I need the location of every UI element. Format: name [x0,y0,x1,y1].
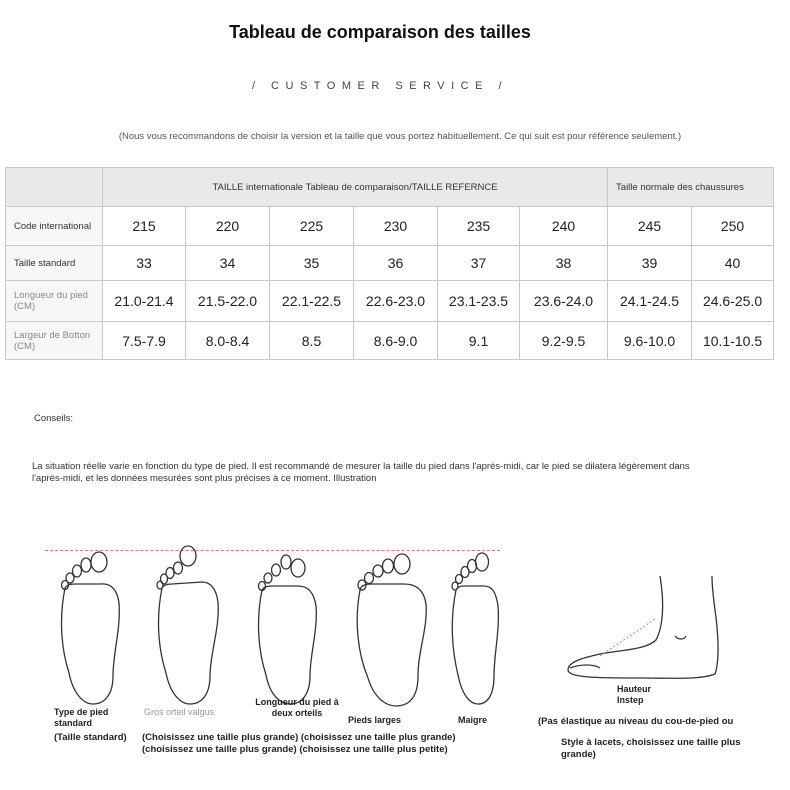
table-cell: 37 [438,246,520,281]
header-corner [6,168,103,207]
table-cell: 245 [608,207,692,246]
table-cell: 7.5-7.9 [103,322,186,360]
table-cell: 33 [103,246,186,281]
wide-foot-icon [352,550,432,708]
page-title: Tableau de comparaison des tailles [229,22,531,42]
instep-desc-1: (Pas élastique au niveau du cou-de-pied ou [538,716,734,727]
table-cell: 8.0-8.4 [186,322,270,360]
instep-desc-2: Style à lacets, choisissez une taille plus grande) [561,737,741,760]
table-cell: 22.1-22.5 [270,281,354,322]
table-cell: 24.6-25.0 [692,281,774,322]
instep-side-foot-icon [560,570,730,685]
table-cell: 220 [186,207,270,246]
table-cell: 9.2-9.5 [520,322,608,360]
greek-foot-icon [252,548,324,708]
table-cell: 22.6-23.0 [354,281,438,322]
table-cell: 235 [438,207,520,246]
conseils-label: Conseils: [34,413,74,424]
subtitle: / CUSTOMER SERVICE / [251,80,509,92]
table-cell: 240 [520,207,608,246]
caption-standard-size: (Taille standard) [54,732,127,743]
caption-two-toe: Longueur du pied à deux orteils [255,697,339,718]
table-cell: 230 [354,207,438,246]
table-cell: 23.6-24.0 [520,281,608,322]
table-cell: 10.1-10.5 [692,322,774,360]
table-cell: 9.1 [438,322,520,360]
table-row [6,246,774,281]
advice-text: La situation réelle varie en fonction du type de pied. Il est recommandé de mesurer la taille du pied dans l'après-midi, car le pied se dilatera légèrement dans l'après-midi, et les données mesurées sont plus précises à ce moment. Illustration [32,461,690,484]
table-cell: 215 [103,207,186,246]
instep-label: Hauteur Instep [617,684,652,705]
table-cell: 21.0-21.4 [103,281,186,322]
table-cell: 36 [354,246,438,281]
table-cell: 23.1-23.5 [438,281,520,322]
table-cell: 39 [608,246,692,281]
valgus-foot-icon [150,542,230,708]
narrow-foot-icon [442,548,510,708]
size-table [5,167,774,360]
caption-size-advice: (Choisissez une taille plus grande) (choisissez une taille plus grande) (choisissez une taille plus grande) (choisissez une taille plus petite) [142,732,456,755]
table-row [6,281,774,322]
table-cell: 24.1-24.5 [608,281,692,322]
table-cell: 34 [186,246,270,281]
table-cell: 35 [270,246,354,281]
table-header-main: TAILLE internationale Tableau de comparaison/TAILLE REFERNCE [103,168,608,207]
caption-narrow: Maigre [458,715,488,725]
table-cell: 8.6-9.0 [354,322,438,360]
table-cell: 38 [520,246,608,281]
table-cell: 9.6-10.0 [608,322,692,360]
row-label: Code international [6,207,103,246]
table-cell: 250 [692,207,774,246]
table-cell: 21.5-22.0 [186,281,270,322]
table-cell: 40 [692,246,774,281]
row-label: Taille standard [6,246,103,281]
table-header-right: Taille normale des chaussures [608,168,774,207]
caption-wide: Pieds larges [348,715,402,725]
table-row [6,322,774,360]
recommendation-note: (Nous vous recommandons de choisir la version et la taille que vous portez habituellement. Ce qui suit est pour référence seulement.) [118,131,682,142]
caption-valgus: Gros orteil valgus [144,707,215,717]
table-cell: 225 [270,207,354,246]
table-row [6,207,774,246]
standard-foot-icon [55,548,125,708]
row-label: Longueur du pied (CM) [6,281,103,322]
table-cell: 8.5 [270,322,354,360]
row-label: Largeur de Botton (CM) [6,322,103,360]
caption-standard: Type de pied standard [54,707,109,728]
